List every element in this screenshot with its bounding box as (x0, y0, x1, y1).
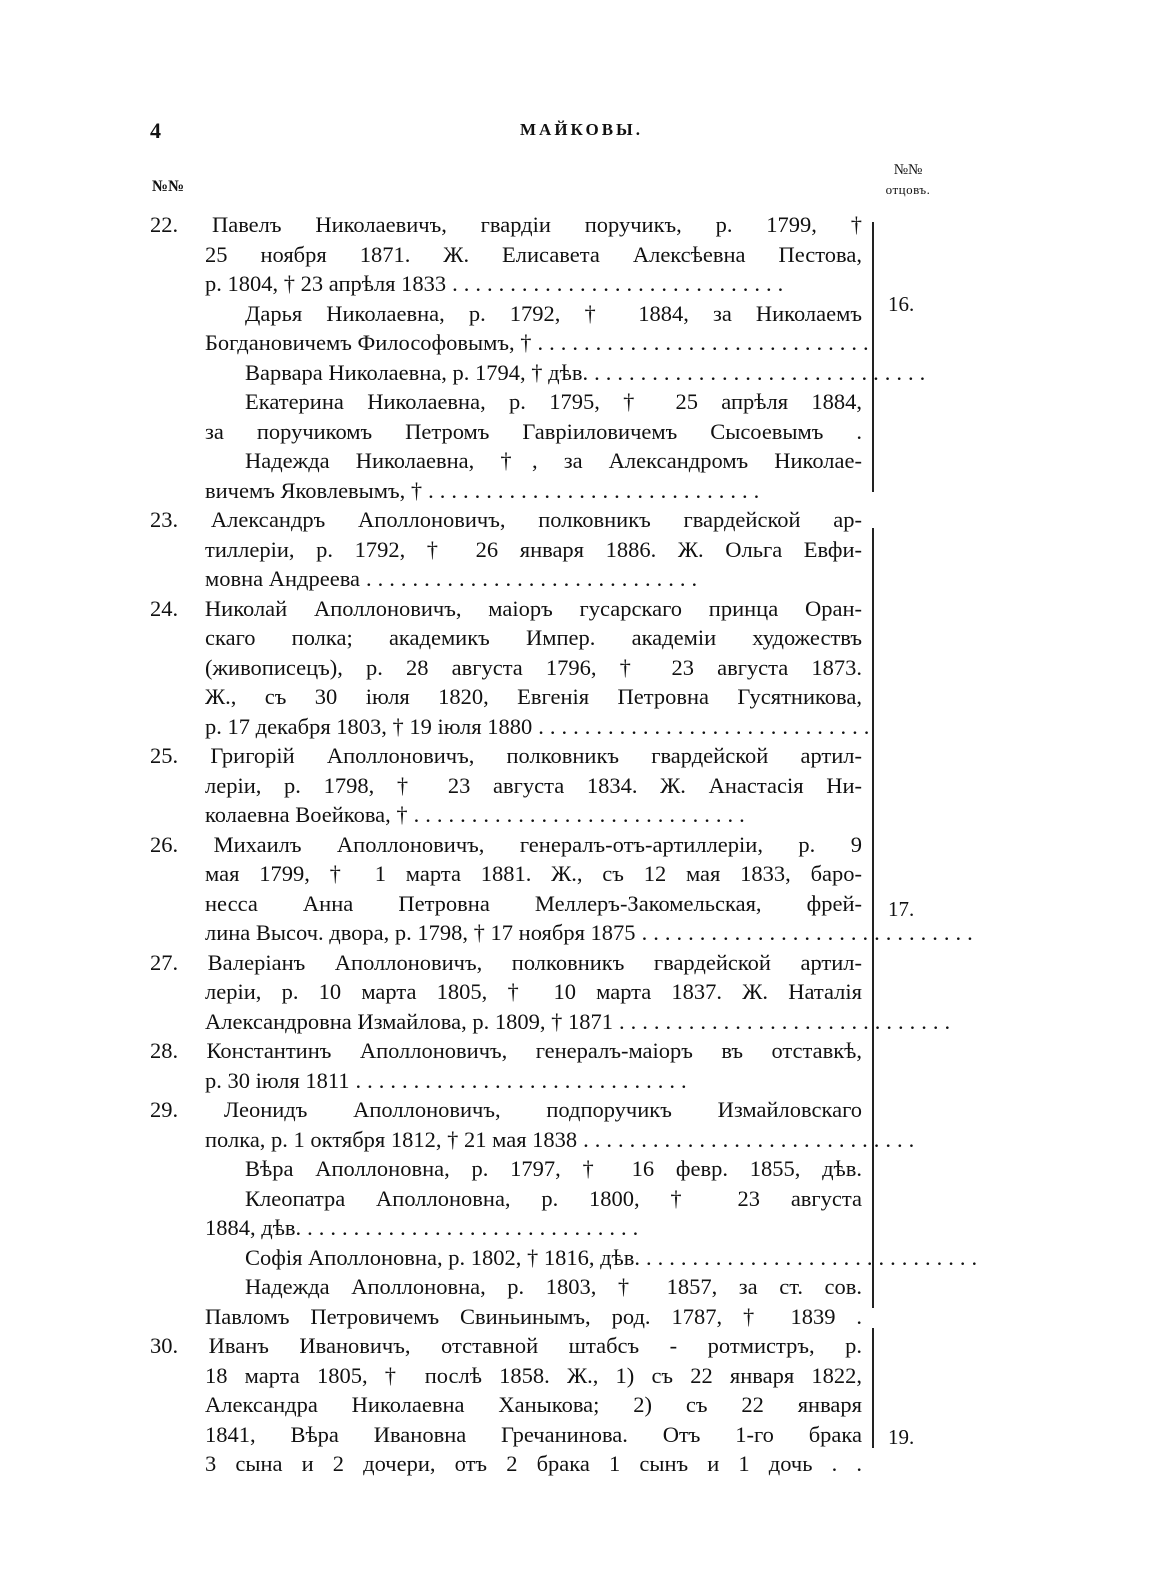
brace-group-16 (872, 222, 882, 492)
text-line: Дарья Николаевна, р. 1792, † 1884, за Николаемъ (245, 300, 862, 326)
text-line: Варвара Николаевна, р. 1794, † дѣв. ............................. (245, 359, 932, 385)
text-line: тиллеріи, р. 1792, † 26 января 1886. Ж. Ольга Евфи- (205, 536, 862, 562)
text-line: 24. Николай Аполлоновичъ, маіоръ гусарскаго принца Оран- (150, 595, 862, 621)
text-line: 23. Александръ Аполлоновичъ, полковникъ гвардейской ар- (150, 507, 862, 532)
text-line: р. 17 декабря 1803, † 19 іюля 1880 ............................. (205, 713, 876, 739)
genealogy-text (150, 210, 984, 1479)
text-line: скаго полка; академикъ Импер. академіи художествъ (205, 625, 862, 650)
column-header-numbers: №№ (152, 178, 185, 195)
text-line: Ж., съ 30 іюля 1820, Евгенія Петровна Гусятникова, (205, 684, 862, 709)
column-header-fathers-label: отцовъ. (885, 182, 931, 197)
text-line: леріи, р. 1798, † 23 августа 1834. Ж. Анастасія Ни- (205, 772, 862, 798)
text-line: Александровна Измайлова, р. 1809, † 1871 ............................. (205, 1008, 957, 1034)
brace-group-17 (872, 528, 882, 1308)
text-line: 27. Валеріанъ Аполлоновичъ, полковникъ гвардейской артил- (150, 949, 862, 975)
text-line: р. 1804, † 23 апрѣля 1833 ............................. (205, 271, 790, 296)
text-line: 26. Михаилъ Аполлоновичъ, генералъ-отъ-артиллеріи, р. 9 (150, 831, 862, 857)
text-line: Клеопатра Аполлоновна, р. 1800, † 23 августа (245, 1185, 862, 1211)
text-line: Надежда Николаевна, †, за Александромъ Николае- (245, 448, 862, 473)
father-ref-19: 19. (888, 1425, 915, 1449)
text-line: 25. Григорій Аполлоновичъ, полковникъ гвардейской артил- (150, 743, 862, 768)
text-line: Софія Аполлоновна, р. 1802, † 1816, дѣв. ............................. (245, 1244, 984, 1270)
text-line: Александра Николаевна Ханыкова; 2) съ 22 января (205, 1392, 862, 1417)
text-line: 29. Леонидъ Аполлоновичъ, подпоручикъ Измайловскаго (150, 1097, 862, 1122)
text-line: р. 30 іюля 1811 ............................. (205, 1067, 693, 1093)
text-line: 1884, дѣв. ............................. (205, 1215, 645, 1240)
column-header-fathers-numbers: №№ (893, 162, 923, 178)
text-line: за поручикомъ Петромъ Гавріиловичемъ Сысоевымъ . (205, 418, 862, 444)
text-line: полка, р. 1 октября 1812, † 21 мая 1838 ............................. (205, 1126, 921, 1152)
page-title: МАЙКОВЫ. (520, 120, 643, 139)
text-line: лина Высоч. двора, р. 1798, † 17 ноября 1875 ............................. (205, 920, 979, 945)
text-line: Богдановичемъ Философовымъ, † ............................. (205, 330, 875, 355)
column-header-fathers (868, 160, 948, 200)
text-line: 30. Иванъ Ивановичъ, отставной штабсъ - ротмистръ, р. (150, 1333, 862, 1358)
text-line: (живописецъ), р. 28 августа 1796, † 23 августа 1873. (205, 654, 862, 680)
text-line: леріи, р. 10 марта 1805, † 10 марта 1837. Ж. Наталія (205, 979, 862, 1004)
text-line: мая 1799, † 1 марта 1881. Ж., съ 12 мая 1833, баро- (205, 861, 862, 886)
text-line: несса Анна Петровна Меллеръ-Закомельская, фрей- (205, 890, 862, 916)
text-line: Надежда Аполлоновна, р. 1803, † 1857, за ст. сов. (245, 1274, 862, 1299)
text-line: 28. Константинъ Аполлоновичъ, генералъ-маіоръ въ отставкѣ, (150, 1038, 862, 1063)
text-line: Екатерина Николаевна, р. 1795, † 25 апрѣля 1884, (245, 389, 862, 414)
text-line: 1841, Вѣра Ивановна Гречанинова. Отъ 1-го брака (205, 1421, 862, 1447)
text-line: Павломъ Петровичемъ Свиньинымъ, род. 1787, † 1839 . (205, 1303, 862, 1329)
text-line: колаевна Воейкова, † ............................. (205, 802, 751, 827)
father-ref-17: 17. (888, 897, 915, 921)
father-ref-16: 16. (888, 292, 915, 316)
text-line: 22. Павелъ Николаевичъ, гвардіи поручикъ, р. 1799, † (150, 212, 862, 237)
text-line: вичемъ Яковлевымъ, † ............................. (205, 477, 766, 503)
brace-group-19 (872, 1328, 882, 1448)
text-line: Вѣра Аполлоновна, р. 1797, † 16 февр. 1855, дѣв. (245, 1156, 862, 1181)
text-line: мовна Андреева ............................. (205, 566, 704, 591)
text-line: 25 ноября 1871. Ж. Елисавета Алексѣевна Пестова, (205, 241, 862, 267)
text-line: 18 марта 1805, † послѣ 1858. Ж., 1) съ 22 января 1822, (205, 1362, 862, 1388)
page-number: 4 (150, 118, 161, 143)
text-line: 3 сына и 2 дочери, отъ 2 брака 1 сынъ и 1 дочь . . (205, 1451, 862, 1476)
